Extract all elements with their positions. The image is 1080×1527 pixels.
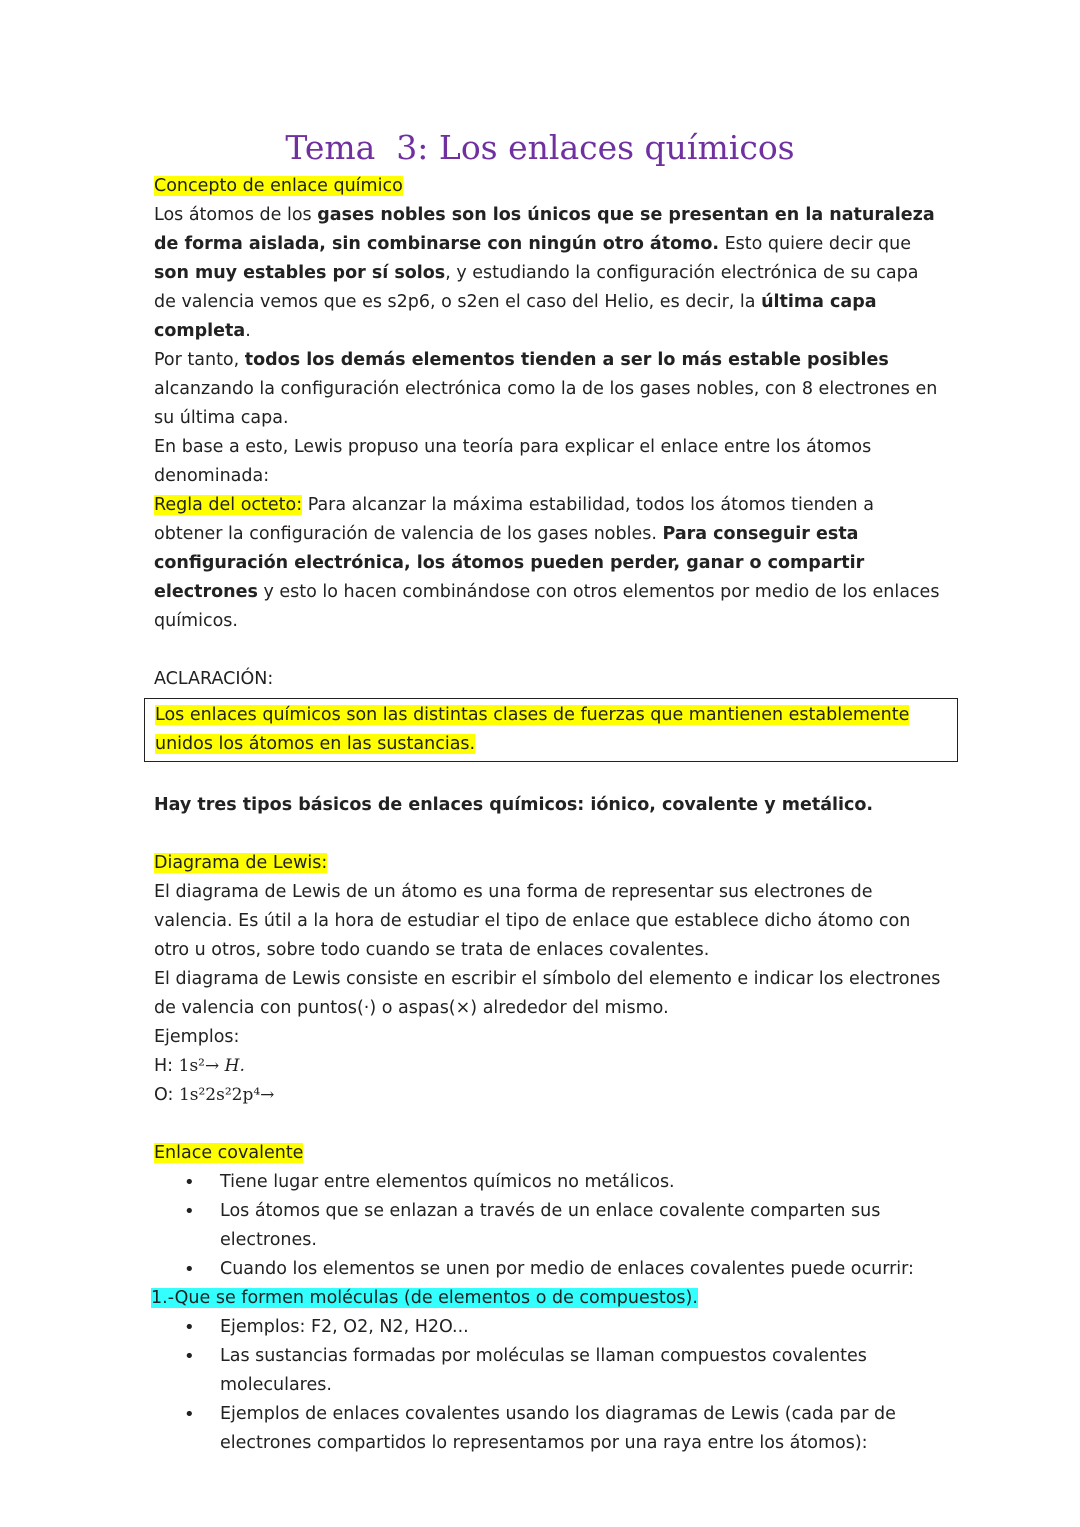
example-oxygen <box>154 1081 944 1110</box>
bold-run: son muy estables por sí solos <box>154 263 446 283</box>
aclaracion-box <box>144 698 958 762</box>
covalente-bullet-list <box>154 1168 944 1284</box>
text-run: alcanzando la configuración electrónica como la de los gases nobles, con 8 electrones en su última capa. <box>154 379 938 428</box>
lewis-paragraph-1: El diagrama de Lewis de un átomo es una forma de representar sus electrones de valencia. Es útil a la hora de estudiar el tipo de enlace que establece dicho átomo con otro u otros, sobre todo cuando se trata de enlaces covalentes. <box>154 882 911 960</box>
covalente-heading <box>154 1139 944 1168</box>
example-formula: 1s²2s²2p⁴→ <box>178 1085 275 1105</box>
example-result <box>225 1056 245 1076</box>
covalente-subheading <box>151 1284 944 1313</box>
example-prefix: O: <box>154 1085 179 1105</box>
bold-run: última capa completa <box>154 292 877 341</box>
lewis-heading <box>154 849 944 878</box>
example-result-text: H. <box>224 1056 245 1076</box>
concepto-paragraph-2 <box>154 346 944 433</box>
text-run: . <box>245 321 251 341</box>
aclaracion-box-text: Los enlaces químicos son las distintas clases de fuerzas que mantienen establemente unidos los átomos en las sustancias. <box>155 705 910 754</box>
regla-octeto-label: Regla del octeto: <box>154 495 303 515</box>
list-item: • Los átomos que se enlazan a través de un enlace covalente comparten sus electrones. <box>154 1197 944 1255</box>
lewis-heading-text: Diagrama de Lewis: <box>154 853 328 873</box>
list-item: • Tiene lugar entre elementos químicos no metálicos. <box>154 1168 944 1197</box>
tipos-enlaces <box>154 791 944 820</box>
lewis-paragraph-2: El diagrama de Lewis consiste en escribir el símbolo del elemento e indicar los electrones de valencia con puntos(·) o aspas(×) alrededor del mismo. <box>154 969 941 1018</box>
tipos-enlaces-text: Hay tres tipos básicos de enlaces químicos: iónico, covalente y metálico. <box>154 795 874 815</box>
bold-run: todos los demás elementos tienden a ser lo más estable posibles <box>244 350 889 370</box>
list-item: • Ejemplos de enlaces covalentes usando los diagramas de Lewis (cada par de electrones compartidos lo representamos por una raya entre los átomos): <box>154 1400 944 1458</box>
regla-octeto-paragraph <box>154 491 944 636</box>
text-run: Los átomos de los <box>154 205 318 225</box>
list-item: • Ejemplos: F2, O2, N2, H2O... <box>154 1313 944 1342</box>
example-hydrogen <box>154 1052 944 1081</box>
spacer <box>154 762 944 791</box>
covalente-bullet-list-2 <box>154 1313 944 1458</box>
example-prefix: H: <box>154 1056 179 1076</box>
bold-run: gases nobles son los únicos que se presentan en la naturaleza de forma aislada, sin combinarse con ningún otro átomo. <box>154 205 935 254</box>
page-title: Tema 3: Los enlaces químicos <box>285 128 795 167</box>
example-formula: 1s²→ <box>178 1056 225 1076</box>
text-run: y esto lo hacen combinándose con otros elementos por medio de los enlaces químicos. <box>154 582 940 631</box>
text-run: Por tanto, <box>154 350 245 370</box>
concepto-heading <box>154 172 944 201</box>
text-run: , y estudiando la configuración electrónica de su capa de valencia vemos que es s2p6, o s2en el caso del Helio, es decir, la <box>154 263 919 312</box>
bold-run: Para conseguir esta configuración electrónica, los átomos pueden perder, ganar o compartir electrones <box>154 524 865 602</box>
aclaracion-label: ACLARACIÓN: <box>154 669 274 689</box>
text-run: Para alcanzar la máxima estabilidad, todos los átomos tienden a obtener la configuración de valencia de los gases nobles. <box>154 495 874 544</box>
list-item: • Las sustancias formadas por moléculas se llaman compuestos covalentes moleculares. <box>154 1342 944 1400</box>
covalente-subheading-text: 1.-Que se formen moléculas (de elementos o de compuestos). <box>151 1288 698 1308</box>
document-body <box>151 172 944 1458</box>
spacer <box>154 636 944 665</box>
spacer <box>154 820 944 849</box>
ejemplos-label: Ejemplos: <box>154 1027 240 1047</box>
text-run: Esto quiere decir que <box>719 234 911 254</box>
spacer <box>154 1110 944 1139</box>
list-item: • Cuando los elementos se unen por medio de enlaces covalentes puede ocurrir: <box>154 1255 944 1284</box>
concepto-heading-text: Concepto de enlace químico <box>154 176 403 196</box>
concepto-paragraph-3: En base a esto, Lewis propuso una teoría para explicar el enlace entre los átomos denominada: <box>154 437 872 486</box>
concepto-paragraph-1 <box>154 201 944 346</box>
covalente-heading-text: Enlace covalente <box>154 1143 304 1163</box>
